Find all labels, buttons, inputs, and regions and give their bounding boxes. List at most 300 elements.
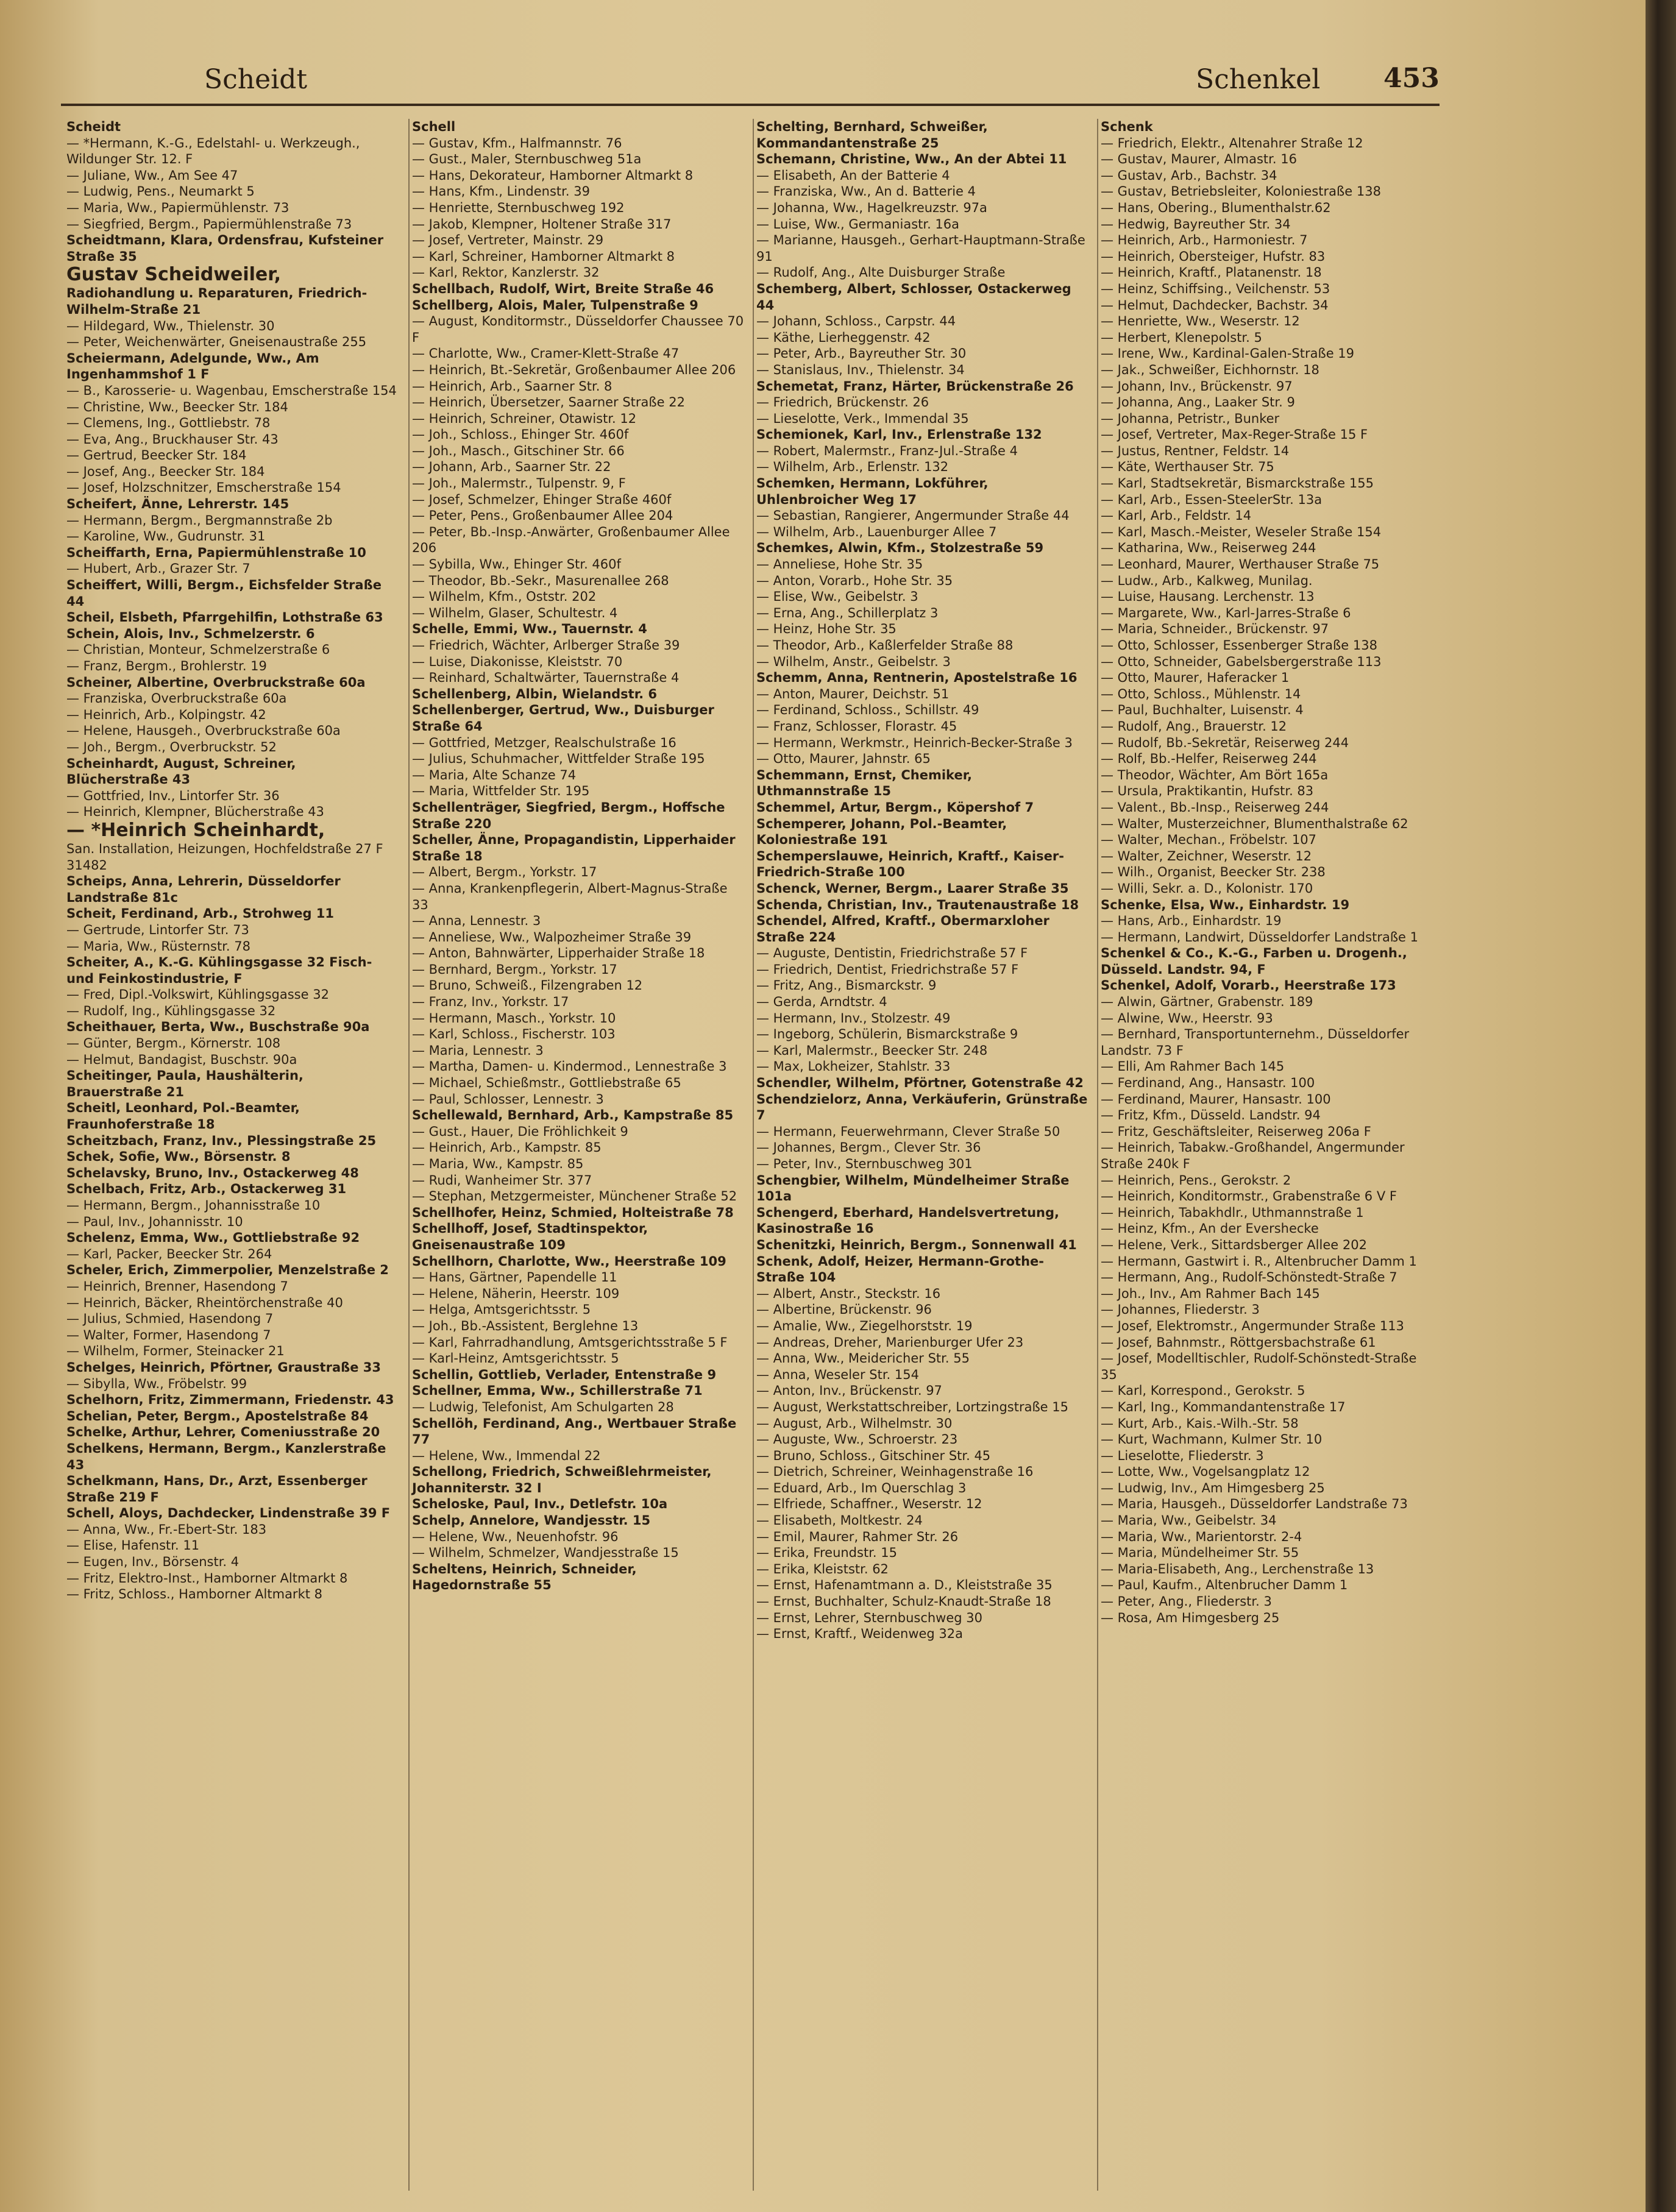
directory-entry: — Gertrud, Beecker Str. 184 [66, 448, 247, 463]
directory-entry: — Wilhelm, Kfm., Oststr. 202 [412, 589, 597, 604]
directory-entry: — Peter, Pens., Großenbaumer Allee 204 [412, 508, 673, 523]
directory-entry: — Maria, Hausgeh., Düsseldorfer Landstraße 73 [1101, 1497, 1408, 1512]
directory-entry: — Paul, Schlosser, Lennestr. 3 [412, 1091, 604, 1107]
directory-entry: Schellhoff, Josef, Stadtinspektor, Gneisenaustraße 109 [412, 1221, 648, 1252]
directory-entry: — Johannes, Fliederstr. 3 [1101, 1302, 1260, 1317]
directory-entry: — Heinrich, Obersteiger, Hufstr. 83 [1101, 249, 1326, 264]
directory-entry: — Helene, Verk., Sittardsberger Allee 202 [1101, 1237, 1367, 1252]
directory-entry: Schellhofer, Heinz, Schmied, Holteistraße 78 [412, 1205, 734, 1220]
directory-entry: — Fritz, Kfm., Düsseld. Landstr. 94 [1101, 1108, 1321, 1123]
directory-entry: — Valent., Bb.-Insp., Reiserweg 244 [1101, 799, 1329, 815]
directory-entry: Scheler, Erich, Zimmerpolier, Menzelstraße 2 [66, 1263, 389, 1278]
directory-entry: — Maria, Lennestr. 3 [412, 1043, 544, 1058]
directory-entry: — Gustav, Kfm., Halfmannstr. 76 [412, 135, 622, 151]
page-number: 453 [1383, 63, 1440, 94]
directory-entry: — Fred, Dipl.-Volkswirt, Kühlingsgasse 32 [66, 987, 329, 1002]
directory-entry: Scheiter, A., K.-G. Kühlingsgasse 32 Fisch- und Feinkostindustrie, F [66, 955, 372, 986]
directory-entry: — Johannes, Bergm., Clever Str. 36 [756, 1140, 981, 1155]
directory-entry: — Heinz, Kfm., An der Evershecke [1101, 1221, 1319, 1236]
directory-entry: — Friedrich, Dentist, Friedrichstraße 57 F [756, 962, 1019, 977]
directory-entry: San. Installation, Heizungen, Hochfeldstraße 27 F 31482 [66, 841, 383, 873]
directory-entry: — Ursula, Praktikantin, Hufstr. 83 [1101, 784, 1314, 799]
directory-entry: — August, Arb., Wilhelmstr. 30 [756, 1416, 953, 1431]
directory-entry: — Julius, Schuhmacher, Wittfelder Straße 195 [412, 751, 705, 767]
directory-entry: — Kurt, Wachmann, Kulmer Str. 10 [1101, 1432, 1323, 1447]
directory-entry: — Hans, Obering., Blumenthalstr.62 [1101, 200, 1331, 215]
directory-entry: — Irene, Ww., Kardinal-Galen-Straße 19 [1101, 346, 1355, 361]
directory-entry: — Ingeborg, Schülerin, Bismarckstraße 9 [756, 1027, 1018, 1042]
directory-entry: Schenkel & Co., K.-G., Farben u. Drogenh., Düsseld. Landstr. 94, F [1101, 946, 1407, 977]
directory-entry: — *Heinrich Scheinhardt, [66, 819, 325, 841]
directory-entry: — Jak., Schweißer, Eichhornstr. 18 [1101, 362, 1319, 377]
directory-entry: — Christine, Ww., Beecker Str. 184 [66, 399, 288, 414]
directory-entry: — Christian, Monteur, Schmelzerstraße 6 [66, 642, 330, 658]
directory-entry: — Hermann, Inv., Stolzestr. 49 [756, 1010, 951, 1026]
directory-entry: — Walter, Zeichner, Weserstr. 12 [1101, 848, 1312, 863]
directory-entry: Schemkes, Alwin, Kfm., Stolzestraße 59 [756, 541, 1044, 556]
directory-entry: Scheidtmann, Klara, Ordensfrau, Kufsteiner Straße 35 [66, 233, 384, 264]
directory-entry: — Ludwig, Pens., Neumarkt 5 [66, 184, 255, 199]
directory-entry: Schelkens, Hermann, Bergm., Kanzlerstraße 43 [66, 1441, 386, 1472]
directory-entry: — Anton, Vorarb., Hohe Str. 35 [756, 573, 953, 588]
directory-entry: — Luise, Diakonisse, Kleiststr. 70 [412, 654, 623, 669]
directory-entry: — Franziska, Overbruckstraße 60a [66, 691, 287, 706]
directory-entry: — Kurt, Arb., Kais.-Wilh.-Str. 58 [1101, 1416, 1299, 1431]
directory-entry: Schellbach, Rudolf, Wirt, Breite Straße 46 [412, 281, 714, 296]
directory-entry: — Erika, Kleiststr. 62 [756, 1561, 889, 1576]
directory-entry: — Otto, Schlosser, Essenberger Straße 138 [1101, 638, 1377, 653]
directory-entry: — Hildegard, Ww., Thielenstr. 30 [66, 318, 275, 333]
directory-entry: — Paul, Buchhalter, Luisenstr. 4 [1101, 703, 1304, 718]
directory-entry: — Walter, Former, Hasendong 7 [66, 1327, 271, 1342]
directory-entry: Schellong, Friedrich, Schweißlehrmeister, Johanniterstr. 32 I [412, 1464, 712, 1495]
directory-entry: Scheinhardt, August, Schreiner, Blücherstraße 43 [66, 756, 296, 787]
directory-entry: — Helene, Näherin, Heerstr. 109 [412, 1286, 620, 1301]
directory-entry: — Anton, Maurer, Deichstr. 51 [756, 686, 950, 701]
directory-entry: — Clemens, Ing., Gottliebstr. 78 [66, 416, 271, 431]
directory-entry: — Gust., Hauer, Die Fröhlichkeit 9 [412, 1124, 628, 1139]
directory-entry: Schelges, Heinrich, Pförtner, Graustraße 33 [66, 1359, 381, 1375]
directory-entry: — Walter, Mechan., Fröbelstr. 107 [1101, 832, 1317, 848]
directory-entry: — Martha, Damen- u. Kindermod., Lennestraße 3 [412, 1059, 727, 1074]
header-rule [61, 104, 1440, 106]
directory-entry: — Joh., Malermstr., Tulpenstr. 9, F [412, 476, 626, 491]
directory-entry: — Herbert, Klenepolstr. 5 [1101, 330, 1262, 345]
directory-entry: — Bruno, Schweiß., Filzengraben 12 [412, 978, 643, 993]
directory-entry: — Maria-Elisabeth, Ang., Lerchenstraße 13 [1101, 1561, 1374, 1576]
directory-entry: — Heinrich, Schreiner, Otawistr. 12 [412, 411, 637, 426]
directory-entry: — Karl, Ing., Kommandantenstraße 17 [1101, 1399, 1346, 1414]
directory-entry: — Ernst, Kraftf., Weidenweg 32a [756, 1626, 964, 1642]
directory-entry: Schemperer, Johann, Pol.-Beamter, Koloniestraße 191 [756, 816, 1007, 848]
directory-entry: — Ludwig, Telefonist, Am Schulgarten 28 [412, 1399, 674, 1414]
directory-entry: — Helene, Ww., Neuenhofstr. 96 [412, 1529, 619, 1544]
directory-entry: — Karl, Arb., Feldstr. 14 [1101, 508, 1252, 523]
directory-entry: — Gertrude, Lintorfer Str. 73 [66, 922, 249, 937]
directory-entry: — Heinz, Hohe Str. 35 [756, 622, 897, 637]
directory-entry: — Peter, Weichenwärter, Gneisenaustraße 255 [66, 335, 367, 350]
directory-entry: — Heinrich, Arb., Saarner Str. 8 [412, 378, 613, 394]
directory-entry: — Hermann, Werkmstr., Heinrich-Becker-Straße 3 [756, 735, 1073, 750]
header-right-keyword: Schenkel [1196, 64, 1321, 95]
directory-entry: — Friedrich, Brückenstr. 26 [756, 395, 929, 410]
directory-entry: — Ernst, Lehrer, Sternbuschweg 30 [756, 1610, 982, 1625]
directory-entry: — Karl, Korrespond., Gerokstr. 5 [1101, 1383, 1305, 1398]
directory-entry: — Sybilla, Ww., Ehinger Str. 460f [412, 557, 621, 572]
directory-entry: — Stanislaus, Inv., Thielenstr. 34 [756, 362, 965, 377]
directory-entry: — Joh., Bergm., Overbruckstr. 52 [66, 739, 277, 754]
directory-entry: — Karl, Stadtsekretär, Bismarckstraße 155 [1101, 476, 1374, 491]
directory-entry: — Otto, Schneider, Gabelsbergerstraße 113 [1101, 654, 1382, 669]
directory-columns [64, 119, 1441, 2191]
directory-entry: — Josef, Bahnmstr., Röttgersbachstraße 61 [1101, 1335, 1376, 1350]
directory-entry: — Helga, Amtsgerichtsstr. 5 [412, 1302, 591, 1317]
directory-entry: Schelavsky, Bruno, Inv., Ostackerweg 48 [66, 1165, 359, 1180]
directory-entry: — Justus, Rentner, Feldstr. 14 [1101, 443, 1290, 458]
directory-entry: Schellin, Gottlieb, Verlader, Entenstraße 9 [412, 1367, 717, 1382]
directory-entry: — Karl, Malermstr., Beecker Str. 248 [756, 1043, 988, 1058]
directory-entry: Schellöh, Ferdinand, Ang., Wertbauer Straße 77 [412, 1416, 737, 1447]
directory-entry: — Paul, Inv., Johannisstr. 10 [66, 1214, 243, 1229]
directory-entry: — Helmut, Bandagist, Buschstr. 90a [66, 1052, 297, 1067]
header-left-keyword: Scheidt [204, 64, 308, 95]
directory-entry: — Friedrich, Wächter, Arlberger Straße 39 [412, 638, 680, 653]
directory-entry: — Hans, Arb., Einhardstr. 19 [1101, 913, 1282, 929]
directory-entry: — Maria, Wittfelder Str. 195 [412, 784, 590, 799]
directory-entry: Schellhorn, Charlotte, Ww., Heerstraße 109 [412, 1253, 726, 1269]
directory-entry: — Anna, Krankenpflegerin, Albert-Magnus-Straße 33 [412, 881, 728, 912]
directory-entry: — Ferdinand, Maurer, Hansastr. 100 [1101, 1091, 1331, 1107]
directory-entry: — Andreas, Dreher, Marienburger Ufer 23 [756, 1335, 1024, 1350]
directory-entry: — Franz, Schlosser, Florastr. 45 [756, 718, 957, 734]
directory-entry: — Emil, Maurer, Rahmer Str. 26 [756, 1529, 959, 1544]
directory-entry: Schemann, Christine, Ww., An der Abtei 11 [756, 152, 1067, 167]
directory-entry: — Wilhelm, Glaser, Schultestr. 4 [412, 605, 618, 620]
directory-entry: — Maria, Ww., Papiermühlenstr. 73 [66, 200, 289, 215]
directory-entry: — Eva, Ang., Bruckhauser Str. 43 [66, 431, 279, 447]
directory-entry: — Wilhelm, Anstr., Geibelstr. 3 [756, 654, 951, 669]
directory-entry: Schengbier, Wilhelm, Mündelheimer Straße 101a [756, 1172, 1070, 1204]
directory-entry: — Heinrich, Bt.-Sekretär, Großenbaumer Allee 206 [412, 362, 736, 377]
directory-entry: Schemmann, Ernst, Chemiker, Uthmannstraße 15 [756, 767, 972, 799]
directory-entry: — Karl, Packer, Beecker Str. 264 [66, 1246, 272, 1261]
directory-entry: — Theodor, Bb.-Sekr., Masurenallee 268 [412, 573, 669, 588]
directory-entry: — Sebastian, Rangierer, Angermunder Straße 44 [756, 508, 1070, 523]
directory-entry: — Reinhard, Schaltwärter, Tauernstraße 4 [412, 670, 680, 686]
directory-entry: — Josef, Vertreter, Mainstr. 29 [412, 233, 604, 248]
directory-entry: — Erika, Freundstr. 15 [756, 1545, 897, 1561]
directory-entry: — Katharina, Ww., Reiserweg 244 [1101, 541, 1316, 556]
directory-entry: Scheil, Elsbeth, Pfarrgehilfin, Lothstraße 63 [66, 610, 383, 625]
directory-entry: Schelke, Arthur, Lehrer, Comeniusstraße 20 [66, 1425, 380, 1440]
directory-entry: — Stephan, Metzgermeister, Münchener Straße 52 [412, 1189, 737, 1204]
directory-entry: Schellberg, Alois, Maler, Tulpenstraße 9 [412, 297, 698, 313]
directory-entry: — Karoline, Ww., Gudrunstr. 31 [66, 529, 266, 544]
directory-entry: — Willi, Sekr. a. D., Kolonistr. 170 [1101, 881, 1313, 896]
directory-entry: — Helmut, Dachdecker, Bachstr. 34 [1101, 297, 1329, 313]
directory-entry: — Jakob, Klempner, Holtener Straße 317 [412, 216, 672, 232]
directory-entry: Scheiffarth, Erna, Papiermühlenstraße 10 [66, 545, 366, 560]
directory-entry: Schein, Alois, Inv., Schmelzerstr. 6 [66, 626, 315, 641]
directory-entry: — Josef, Vertreter, Max-Reger-Straße 15 F [1101, 427, 1368, 442]
directory-entry: — Rudolf, Bb.-Sekretär, Reiserweg 244 [1101, 735, 1349, 750]
directory-entry: — Franziska, Ww., An d. Batterie 4 [756, 184, 976, 199]
directory-entry: — Helene, Ww., Immendal 22 [412, 1448, 601, 1463]
directory-entry: — Hermann, Masch., Yorkstr. 10 [412, 1010, 616, 1026]
directory-entry: Schemberg, Albert, Schlosser, Ostackerweg 44 [756, 281, 1071, 313]
directory-entry: — Günter, Bergm., Körnerstr. 108 [66, 1036, 281, 1051]
directory-entry: — Leonhard, Maurer, Werthauser Straße 75 [1101, 557, 1380, 572]
directory-entry: Schemionek, Karl, Inv., Erlenstraße 132 [756, 427, 1042, 442]
directory-entry: — Ferdinand, Schloss., Schillstr. 49 [756, 703, 979, 718]
directory-entry: — Heinrich, Bäcker, Rheintörchenstraße 40 [66, 1295, 343, 1310]
directory-entry: Schelting, Bernhard, Schweißer, Kommandantenstraße 25 [756, 119, 988, 151]
directory-entry: Schengerd, Eberhard, Handelsvertretung, Kasinostraße 16 [756, 1205, 1059, 1236]
directory-entry: — Karl, Rektor, Kanzlerstr. 32 [412, 265, 600, 280]
directory-entry: — Bruno, Schloss., Gitschiner Str. 45 [756, 1448, 991, 1463]
directory-entry: — Amalie, Ww., Ziegelhorststr. 19 [756, 1318, 973, 1333]
directory-entry: — Anton, Inv., Brückenstr. 97 [756, 1383, 942, 1398]
directory-entry: — Wilh., Organist, Beecker Str. 238 [1101, 865, 1326, 880]
directory-entry: — Maria, Ww., Kampstr. 85 [412, 1157, 584, 1171]
directory-entry: — Auguste, Ww., Schroerstr. 23 [756, 1432, 958, 1447]
directory-entry: — Ernst, Hafenamtmann a. D., Kleiststraße 35 [756, 1578, 1053, 1593]
directory-entry: — Lieselotte, Fliederstr. 3 [1101, 1448, 1264, 1463]
directory-entry: — Elisabeth, An der Batterie 4 [756, 168, 950, 183]
directory-entry: — Franz, Inv., Yorkstr. 17 [412, 994, 569, 1010]
directory-entry: — Elfriede, Schaffner., Weserstr. 12 [756, 1497, 982, 1512]
directory-entry: Schelian, Peter, Bergm., Apostelstraße 84 [66, 1408, 369, 1423]
directory-entry: — Hubert, Arb., Grazer Str. 7 [66, 561, 250, 576]
directory-entry: — Johanna, Ang., Laaker Str. 9 [1101, 395, 1295, 410]
directory-entry: — Gustav, Arb., Bachstr. 34 [1101, 168, 1277, 183]
column-4 [1097, 119, 1441, 2191]
directory-entry: Schellenberger, Gertrud, Ww., Duisburger Straße 64 [412, 703, 714, 734]
directory-entry: — Michael, Schießmstr., Gottliebstraße 65 [412, 1076, 681, 1091]
directory-entry: — Maria, Schneider., Brückenstr. 97 [1101, 622, 1329, 637]
directory-entry: — Luise, Ww., Germaniastr. 16a [756, 216, 960, 232]
directory-entry: — Theodor, Wächter, Am Bört 165a [1101, 767, 1329, 782]
directory-entry: — Anna, Ww., Meidericher Str. 55 [756, 1351, 970, 1366]
directory-entry: — Karl-Heinz, Amtsgerichtsstr. 5 [412, 1351, 619, 1366]
directory-entry: Scheller, Änne, Propagandistin, Lipperhaider Straße 18 [412, 832, 736, 863]
directory-entry: — Heinrich, Konditormstr., Grabenstraße 6 V F [1101, 1189, 1397, 1204]
directory-entry: — Heinrich, Arb., Kampstr. 85 [412, 1140, 602, 1155]
directory-entry: — Rudolf, Ang., Brauerstr. 12 [1101, 718, 1287, 734]
directory-entry: Schellenträger, Siegfried, Bergm., Hoffsche Straße 220 [412, 799, 725, 831]
directory-entry: Schenkel, Adolf, Vorarb., Heerstraße 173 [1101, 978, 1396, 993]
directory-entry: — Maria, Alte Schanze 74 [412, 767, 577, 782]
directory-entry: — Maria, Ww., Marientorstr. 2-4 [1101, 1529, 1302, 1544]
directory-entry: Schellewald, Bernhard, Arb., Kampstraße 85 [412, 1108, 734, 1123]
directory-entry: — Hermann, Ang., Rudolf-Schönstedt-Straße 7 [1101, 1270, 1397, 1285]
directory-entry: — Wilhelm, Schmelzer, Wandjesstraße 15 [412, 1545, 679, 1561]
directory-entry: — Josef, Schmelzer, Ehinger Straße 460f [412, 492, 672, 507]
directory-entry: — Theodor, Arb., Kaßlerfelder Straße 88 [756, 638, 1014, 653]
directory-entry: Scheips, Anna, Lehrerin, Düsseldorfer Landstraße 81c [66, 874, 341, 905]
directory-entry: — Gottfried, Inv., Lintorfer Str. 36 [66, 788, 280, 803]
directory-entry: Schendzielorz, Anna, Verkäuferin, Grünstraße 7 [756, 1091, 1088, 1123]
directory-entry: — Rudolf, Ing., Kühlingsgasse 32 [66, 1003, 276, 1018]
directory-entry: — Joh., Schloss., Ehinger Str. 460f [412, 427, 629, 442]
directory-entry: Scheiner, Albertine, Overbruckstraße 60a [66, 675, 366, 690]
column-1 [64, 119, 408, 2191]
directory-entry: — Peter, Ang., Fliederstr. 3 [1101, 1594, 1272, 1609]
directory-entry: — Elli, Am Rahmer Bach 145 [1101, 1059, 1285, 1074]
directory-entry: — Heinrich, Pens., Gerokstr. 2 [1101, 1172, 1291, 1188]
directory-entry: — Walter, Musterzeichner, Blumenthalstraße 62 [1101, 816, 1408, 831]
directory-entry: — Franz, Bergm., Brohlerstr. 19 [66, 659, 267, 673]
directory-entry: Schendler, Wilhelm, Pförtner, Gotenstraße 42 [756, 1076, 1084, 1091]
directory-entry: Schemetat, Franz, Härter, Brückenstraße 26 [756, 378, 1074, 394]
directory-entry: — Hans, Gärtner, Papendelle 11 [412, 1270, 617, 1285]
directory-entry: — Rudi, Wanheimer Str. 377 [412, 1172, 592, 1188]
directory-entry: — Otto, Maurer, Haferacker 1 [1101, 670, 1290, 686]
directory-entry: — Gustav, Maurer, Almastr. 16 [1101, 152, 1297, 167]
directory-entry: — Gust., Maler, Sternbuschweg 51a [412, 152, 642, 167]
directory-entry: — Wilhelm, Arb., Erlenstr. 132 [756, 459, 949, 475]
directory-entry: — Joh., Bb.-Assistent, Berglehne 13 [412, 1318, 639, 1333]
directory-entry: — Rolf, Bb.-Helfer, Reiserweg 244 [1101, 751, 1317, 767]
directory-entry: Gustav Scheidweiler, [66, 264, 282, 286]
directory-entry: — Karl, Arb., Essen-SteelerStr. 13a [1101, 492, 1323, 507]
directory-entry: — Anna, Weseler Str. 154 [756, 1367, 919, 1382]
directory-entry: Schenck, Werner, Bergm., Laarer Straße 35 [756, 881, 1069, 896]
directory-entry: — Anna, Ww., Fr.-Ebert-Str. 183 [66, 1522, 267, 1537]
directory-entry: — Lieselotte, Verk., Immendal 35 [756, 411, 969, 426]
directory-entry: — Eugen, Inv., Börsenstr. 4 [66, 1554, 240, 1570]
directory-entry: Schek, Sofie, Ww., Börsenstr. 8 [66, 1149, 291, 1164]
book-binding [1646, 0, 1676, 2212]
directory-entry: Schendel, Alfred, Kraftf., Obermarxloher Straße 224 [756, 913, 1049, 945]
directory-entry: — Dietrich, Schreiner, Weinhagenstraße 16 [756, 1464, 1034, 1480]
directory-entry: Scheithauer, Berta, Ww., Buschstraße 90a [66, 1019, 370, 1035]
directory-entry: — Julius, Schmied, Hasendong 7 [66, 1311, 274, 1327]
directory-entry: — Heinrich, Arb., Harmoniestr. 7 [1101, 233, 1308, 248]
directory-entry: — Ludw., Arb., Kalkweg, Munilag. [1101, 573, 1313, 588]
directory-entry: Schenk [1101, 119, 1153, 134]
directory-entry: — Gerda, Arndtstr. 4 [756, 994, 887, 1010]
directory-entry: — Margarete, Ww., Karl-Jarres-Straße 6 [1101, 605, 1351, 620]
directory-entry: Schelle, Emmi, Ww., Tauernstr. 4 [412, 622, 647, 637]
directory-entry: — Albert, Bergm., Yorkstr. 17 [412, 865, 597, 880]
directory-entry: Schelbach, Fritz, Arb., Ostackerweg 31 [66, 1182, 347, 1197]
directory-entry: — Hedwig, Bayreuther Str. 34 [1101, 216, 1291, 232]
directory-entry: — Albert, Anstr., Steckstr. 16 [756, 1286, 941, 1301]
directory-entry: Schell [412, 119, 456, 134]
directory-entry: — Johann, Arb., Saarner Str. 22 [412, 459, 611, 475]
directory-entry: — Maria, Ww., Geibelstr. 34 [1101, 1513, 1277, 1528]
directory-entry: Schenitzki, Heinrich, Bergm., Sonnenwall 41 [756, 1237, 1077, 1252]
directory-entry: — Otto, Schloss., Mühlenstr. 14 [1101, 686, 1301, 701]
directory-entry: Schell, Aloys, Dachdecker, Lindenstraße 39 F [66, 1506, 391, 1521]
directory-entry: — Karl, Masch.-Meister, Weseler Straße 154 [1101, 524, 1382, 539]
directory-entry: — Gottfried, Metzger, Realschulstraße 16 [412, 735, 676, 750]
directory-entry: — Anneliese, Hohe Str. 35 [756, 557, 923, 572]
directory-entry: — Hermann, Landwirt, Düsseldorfer Landstraße 1 [1101, 929, 1419, 945]
directory-entry: — Johanna, Petristr., Bunker [1101, 411, 1280, 426]
directory-entry: — Alwine, Ww., Heerstr. 93 [1101, 1010, 1273, 1026]
directory-entry: — Hermann, Gastwirt i. R., Altenbrucher Damm 1 [1101, 1253, 1417, 1269]
directory-entry: Schemm, Anna, Rentnerin, Apostelstraße 16 [756, 670, 1078, 686]
directory-entry: — Charlotte, Ww., Cramer-Klett-Straße 47 [412, 346, 680, 361]
directory-entry: — Wilhelm, Former, Steinacker 21 [66, 1344, 285, 1359]
directory-entry: — Siegfried, Bergm., Papiermühlenstraße 73 [66, 216, 352, 232]
directory-entry: — Hans, Dekorateur, Hamborner Altmarkt 8 [412, 168, 694, 183]
directory-entry: Schelenz, Emma, Ww., Gottliebstraße 92 [66, 1230, 360, 1246]
directory-entry: — Joh., Inv., Am Rahmer Bach 145 [1101, 1286, 1320, 1301]
directory-entry: Scheloske, Paul, Inv., Detlefstr. 10a [412, 1497, 668, 1512]
directory-entry: — Heinrich, Tabakhdlr., Uthmannstraße 1 [1101, 1205, 1364, 1220]
directory-entry: — Heinrich, Klempner, Blücherstraße 43 [66, 804, 324, 820]
directory-entry: — Anton, Bahnwärter, Lipperhaider Straße 18 [412, 946, 705, 961]
directory-entry: — Robert, Malermstr., Franz-Jul.-Straße 4 [756, 443, 1018, 458]
directory-entry: — Rudolf, Ang., Alte Duisburger Straße [756, 265, 1006, 280]
directory-entry: — Heinrich, Brenner, Hasendong 7 [66, 1278, 288, 1294]
directory-entry: Radiohandlung u. Reparaturen, Friedrich-Wilhelm-Straße 21 [66, 286, 368, 317]
directory-entry: — Paul, Kaufm., Altenbrucher Damm 1 [1101, 1578, 1348, 1593]
directory-entry: — *Hermann, K.-G., Edelstahl- u. Werkzeugh., Wildunger Str. 12. F [66, 135, 360, 167]
directory-entry: — Otto, Maurer, Jahnstr. 65 [756, 751, 931, 767]
column-2 [408, 119, 753, 2191]
directory-entry: — Fritz, Geschäftsleiter, Reiserweg 206a F [1101, 1124, 1371, 1139]
directory-entry: — Elise, Ww., Geibelstr. 3 [756, 589, 918, 604]
directory-entry: Schelhorn, Fritz, Zimmermann, Friedenstr. 43 [66, 1392, 394, 1408]
directory-entry: — Auguste, Dentistin, Friedrichstraße 57 F [756, 946, 1028, 961]
directory-entry: — Johann, Inv., Brückenstr. 97 [1101, 378, 1293, 394]
directory-entry: — Anneliese, Ww., Walpozheimer Straße 39 [412, 929, 692, 945]
directory-entry: — Erna, Ang., Schillerplatz 3 [756, 605, 939, 620]
directory-entry: — Fritz, Elektro-Inst., Hamborner Altmarkt 8 [66, 1570, 348, 1586]
directory-entry: — Josef, Holzschnitzer, Emscherstraße 154 [66, 480, 341, 495]
directory-entry: Schenda, Christian, Inv., Trautenaustraße 18 [756, 897, 1079, 912]
directory-entry: — Maria, Mündelheimer Str. 55 [1101, 1545, 1299, 1561]
directory-entry: — Luise, Hausang. Lerchenstr. 13 [1101, 589, 1315, 604]
directory-entry: — Käte, Werthauser Str. 75 [1101, 459, 1274, 475]
directory-entry: — Peter, Bb.-Insp.-Anwärter, Großenbaumer Allee 206 [412, 524, 730, 556]
directory-entry: — Hermann, Feuerwehrmann, Clever Straße 50 [756, 1124, 1060, 1139]
directory-entry: — Hermann, Bergm., Bergmannstraße 2b [66, 512, 333, 528]
directory-entry: — Peter, Arb., Bayreuther Str. 30 [756, 346, 967, 361]
directory-entry: Scheltens, Heinrich, Schneider, Hagedornstraße 55 [412, 1561, 637, 1593]
directory-entry: Scheitzbach, Franz, Inv., Plessingstraße 25 [66, 1133, 377, 1148]
directory-entry: — Alwin, Gärtner, Grabenstr. 189 [1101, 994, 1313, 1010]
directory-entry: — Karl, Schloss., Fischerstr. 103 [412, 1027, 616, 1042]
directory-entry: — Josef, Ang., Beecker Str. 184 [66, 464, 265, 479]
page-header [61, 58, 1440, 107]
directory-entry: — Hermann, Bergm., Johannisstraße 10 [66, 1198, 321, 1213]
directory-entry: — Johanna, Ww., Hagelkreuzstr. 97a [756, 200, 987, 215]
directory-entry: — Lotte, Ww., Vogelsangplatz 12 [1101, 1464, 1310, 1480]
directory-entry: Scheitl, Leonhard, Pol.-Beamter, Fraunhoferstraße 18 [66, 1101, 300, 1132]
directory-entry: — Käthe, Lierheggenstr. 42 [756, 330, 931, 345]
directory-entry: Scheit, Ferdinand, Arb., Strohweg 11 [66, 906, 335, 921]
directory-entry: — Henriette, Ww., Weserstr. 12 [1101, 314, 1300, 329]
directory-entry: — Heinz, Schiffsing., Veilchenstr. 53 [1101, 281, 1330, 296]
directory-entry: — Josef, Elektromstr., Angermunder Straße 113 [1101, 1318, 1404, 1333]
directory-entry: — Wilhelm, Arb., Lauenburger Allee 7 [756, 524, 997, 539]
directory-entry: Scheidt [66, 119, 121, 134]
directory-entry: — Peter, Inv., Sternbuschweg 301 [756, 1157, 973, 1171]
directory-entry: — Heinrich, Übersetzer, Saarner Straße 22 [412, 395, 685, 410]
directory-entry: Schelp, Annelore, Wandjesstr. 15 [412, 1513, 651, 1528]
directory-entry: — Henriette, Sternbuschweg 192 [412, 200, 625, 215]
directory-entry: Schenk, Adolf, Heizer, Hermann-Grothe-Straße 104 [756, 1253, 1045, 1285]
directory-entry: Scheiffert, Willi, Bergm., Eichsfelder Straße 44 [66, 578, 382, 609]
directory-entry: Schemken, Hermann, Lokführer, Uhlenbroicher Weg 17 [756, 476, 989, 507]
directory-entry: — Ludwig, Inv., Am Himgesberg 25 [1101, 1480, 1325, 1495]
directory-entry: — Johann, Schloss., Carpstr. 44 [756, 314, 956, 329]
